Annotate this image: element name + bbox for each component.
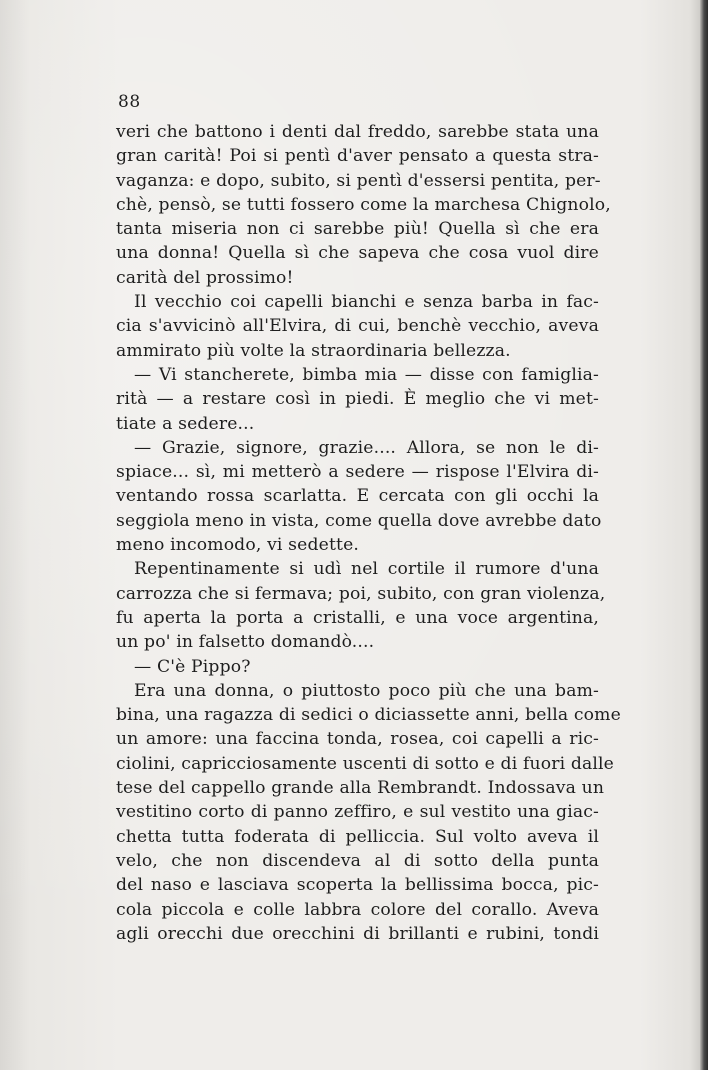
text-line: chè, pensò, se tutti fossero come la marchesa Chignolo, [116,194,611,215]
text-line: spiace... sì, mi metterò a sedere — rispose l'Elvira di- [116,462,599,483]
text-line: una donna! Quella sì che sapeva che cosa vuol dire [116,243,599,264]
text-line: chetta tutta foderata di pelliccia. Sul volto aveva il [116,826,599,847]
text-line: tanta miseria non ci sarebbe più! Quella sì che era [116,219,599,240]
text-line: Era una donna, o piuttosto poco più che una bam- [134,680,599,701]
text-line: un po' in falsetto domandò.... [116,632,375,653]
body-text [116,120,621,946]
text-line: del naso e lasciava scoperta la bellissima bocca, pic- [116,875,599,896]
text-line: rità — a restare così in piedi. È meglio che vi met- [116,389,599,410]
text-line: — Grazie, signore, grazie.... Allora, se non le di- [134,437,599,458]
text-line: ciolini, capricciosamente uscenti di sotto e di fuori dalle [116,753,614,774]
text-line: bina, una ragazza di sedici o diciassette anni, bella come [116,705,621,726]
text-line: cia s'avvicinò all'Elvira, di cui, benchè vecchio, aveva [116,316,599,337]
text-line: — Vi stancherete, bimba mia — disse con famiglia- [134,364,599,385]
text-line: un amore: una faccina tonda, rosea, coi capelli a ric- [116,729,599,750]
text-line: gran carità! Poi si pentì d'aver pensato a questa stra- [116,146,599,167]
text-line: cola piccola e colle labbra colore del corallo. Aveva [116,899,599,920]
text-line: — C'è Pippo? [134,656,251,677]
text-line: ammirato più volte la straordinaria bellezza. [116,340,511,361]
text-line: Il vecchio coi capelli bianchi e senza barba in fac- [134,292,599,313]
text-line: velo, che non discendeva al di sotto della punta [116,850,599,871]
text-line: vaganza: e dopo, subito, si pentì d'essersi pentita, per- [116,170,601,191]
text-line: veri che battono i denti dal freddo, sarebbe stata una [116,122,599,142]
text-line: meno incomodo, vi sedette. [116,535,359,556]
text-line: ventando rossa scarlatta. E cercata con gli occhi la [116,486,599,507]
text-line: carrozza che si fermava; poi, subito, con gran violenza, [116,583,606,604]
text-line: carità del prossimo! [116,267,294,288]
text-line: seggiola meno in vista, come quella dove avrebbe dato [116,510,602,531]
text-line: fu aperta la porta a cristalli, e una voce argentina, [116,607,599,628]
text-line: Repentinamente si udì nel cortile il rumore d'una [134,559,599,580]
page-number: 88 [118,92,141,112]
text-line: tese del cappello grande alla Rembrandt. Indossava un [116,778,605,799]
text-line: tiate a sedere... [116,413,255,434]
text-line: vestitino corto di panno zeffiro, e sul vestito una giac- [116,802,599,823]
text-line: agli orecchi due orecchini di brillanti e rubini, tondi [116,923,599,944]
page-edge [700,0,708,1070]
